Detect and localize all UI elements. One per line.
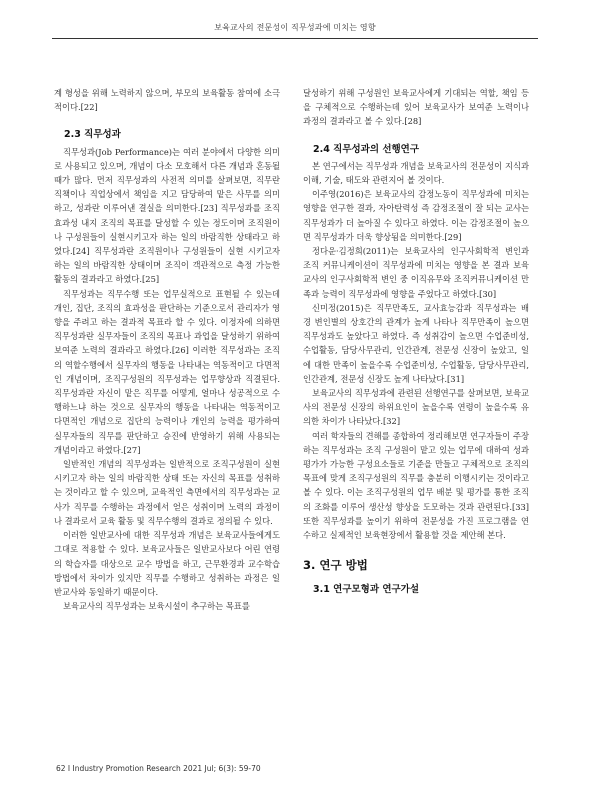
running-title: 보육교사의 전문성이 직무성과에 미치는 영향 [214, 23, 376, 32]
paragraph: 이주영(2016)은 보육교사의 감정노동이 직무성과에 미치는 영향을 연구한 결과, 자아탄력성 즉 감정조절이 잘 되는 교사는 직무성과가 더 높아질 수 있다고 하였다. 이는 감정조절이 높으면 직무성과가 더욱 향상됨을 의미한다.[29] [303, 189, 529, 242]
paragraph: 직무성과(Job Performance)는 여러 분야에서 다양한 의미로 사용되고 있으며, 개념이 다소 모호해서 다른 개념과 혼동될 때가 많다. 먼저 직무성과의 사전적 의미를 살펴보면, 직무란 직책이나 직업상에서 책임을 지고 담당하여 맡은 사무를 의미하고, 성과란 이루어낸 결실을 의미한다.[23] 직무성과를 조직효과성 내지 조직의 목표를 달성할 수 있는 정도이며 조직원이나 구성원들이 실현시키고자 하는 일의 바람직한 상태라고 하였다.[24] 직무성과란 조직원이나 구성원들이 실현 시키고자 하는 일의 바람직한 상태이며 조직이 객관적으로 측정 가능한 활동의 결과라고 하였다.[25] [54, 146, 280, 285]
paragraph: 이러한 일반교사에 대한 직무성과 개념은 보육교사들에게도 그대로 적용할 수 있다. 보육교사들은 일반교사보다 어린 연령의 학습자를 대상으로 교수 방법을 하고, 근무환경과 교수학습 방법에서 차이가 있지만 직무를 수행하고 성취하는 과정은 일반교사와 동일하기 때문이다. [54, 530, 280, 597]
section-heading-3-1: 3.1 연구모형과 연구가설 [313, 583, 420, 595]
right-column [303, 86, 529, 597]
paragraph: 신미정(2015)은 직무만족도, 교사효능감과 직무성과는 배경 변인별의 상호간의 관계가 높게 나타나 직무만족이 높으면 직무성과도 높았다고 하였다. 즉 성취감이 높으면 수업준비성, 수업활동, 담당사무관리, 인간관계, 전문성 신장이 높았고, 일에 대한 만족이 높을수록 수업준비성, 수업활동, 담당사무관리, 인간관계, 전문성 신장도 높게 나타났다.[31] [303, 302, 529, 384]
paragraph: 보육교사의 직무성과는 보육시설이 추구하는 목표를 [63, 601, 250, 612]
header-rule [52, 38, 538, 39]
paragraph: 여러 학자들의 견해를 종합하여 정리해보면 연구자들이 주장하는 직무성과는 조직 구성원이 맡고 있는 업무에 대하여 성과평가가 가능한 구성요소들로 기준을 만들고 구체적으로 조직의 목표에 맞게 조직구성원의 직무를 충분히 이행시키는 것이라고 볼 수 있다. 이는 조직구성원의 업무 배분 및 평가를 통한 조직의 조화를 이루어 생산성 향상을 도모하는 것과 관련된다.[33] 또한 직무성과를 높이기 위하여 전문성을 가진 프로그램을 연수하고 실제적인 보육현장에서 활용할 것을 제안해 본다. [303, 430, 529, 541]
paragraph: 달성하기 위해 구성원인 보육교사에게 기대되는 역할, 책임 등을 구체적으로 수행하는데 있어 보육교사가 보여준 노력이나 과정의 결과라고 볼 수 있다.[28] [303, 88, 529, 127]
page-footer: 62 I Industry Promotion Research 2021 Jul; 6(3): 59-70 [56, 764, 261, 773]
paragraph: 보육교사의 직무성과에 관련된 선행연구를 살펴보면, 보육교사의 전문성 신장의 하위요인이 높을수록 연령이 높을수록 유의한 차이가 나타났다.[32] [303, 388, 529, 427]
paragraph: 본 연구에서는 직무성과 개념을 보육교사의 전문성이 지식과 이해, 기술, 태도와 관련지어 볼 것이다. [303, 160, 529, 186]
section-heading-2-4: 2.4 직무성과의 선행연구 [313, 143, 420, 155]
paragraph: 계 형성을 위해 노력하지 않으며, 부모의 보육활동 참여에 소극적이다.[22] [54, 88, 280, 113]
paragraph: 직무성과는 직무수행 또는 업무실적으로 표현될 수 있는데 개인, 집단, 조직의 효과성을 판단하는 기준으로서 관리자가 영향을 주려고 하는 결과적 목표라 할 수 있다. 이정자에 의하면 직무성과란 실무자들이 조직의 목표나 과업을 달성하기 위하여 보여준 노력의 결과라고 하였다.[26] 이러한 직무성과는 조직의 역할수행에서 실무자의 행동을 나타내는 역동적이고 다면적인 개념이며, 조직구성원의 직무성과는 업무향상과 직결된다. 직무성과란 자신이 맡은 직무를 어떻게, 얼마나 성공적으로 수행하느냐 하는 것으로 실무자의 행동을 나타내는 역동적이고 다면적인 개념으로 집단의 능력이나 개인의 능력을 평가하여 실무자들의 직무를 판단하고 승진에 반영하기 위해 사용되는 개념이라고 하였다.[27] [54, 288, 280, 455]
left-column [54, 86, 280, 613]
section-heading-3: 3. 연구 방법 [303, 558, 368, 573]
paragraph: 일반적인 개념의 직무성과는 일반적으로 조직구성원이 실현시키고자 하는 일의 바람직한 상태 또는 자신의 목표를 성취하는 것이라고 할 수 있으며, 교육적인 측면에서의 직무성과는 교사가 직무를 수행하는 과정에서 얻은 성취이며 노력의 과정이나 결과로서 교육 활동 및 직무수행의 결과로 정의될 수 있다. [54, 459, 280, 526]
section-heading-2-3: 2.3 직무성과 [64, 129, 121, 141]
paragraph: 정다운·김정희(2011)는 보육교사의 인구사회학적 변인과 조직 커뮤니케이션이 직무성과에 미치는 영향을 본 결과 보육교사의 인구사회학적 변인 중 이직유무와 조직커뮤니케이션 만족과 능력이 직무성과에 영향을 주었다고 하였다.[30] [303, 246, 529, 299]
